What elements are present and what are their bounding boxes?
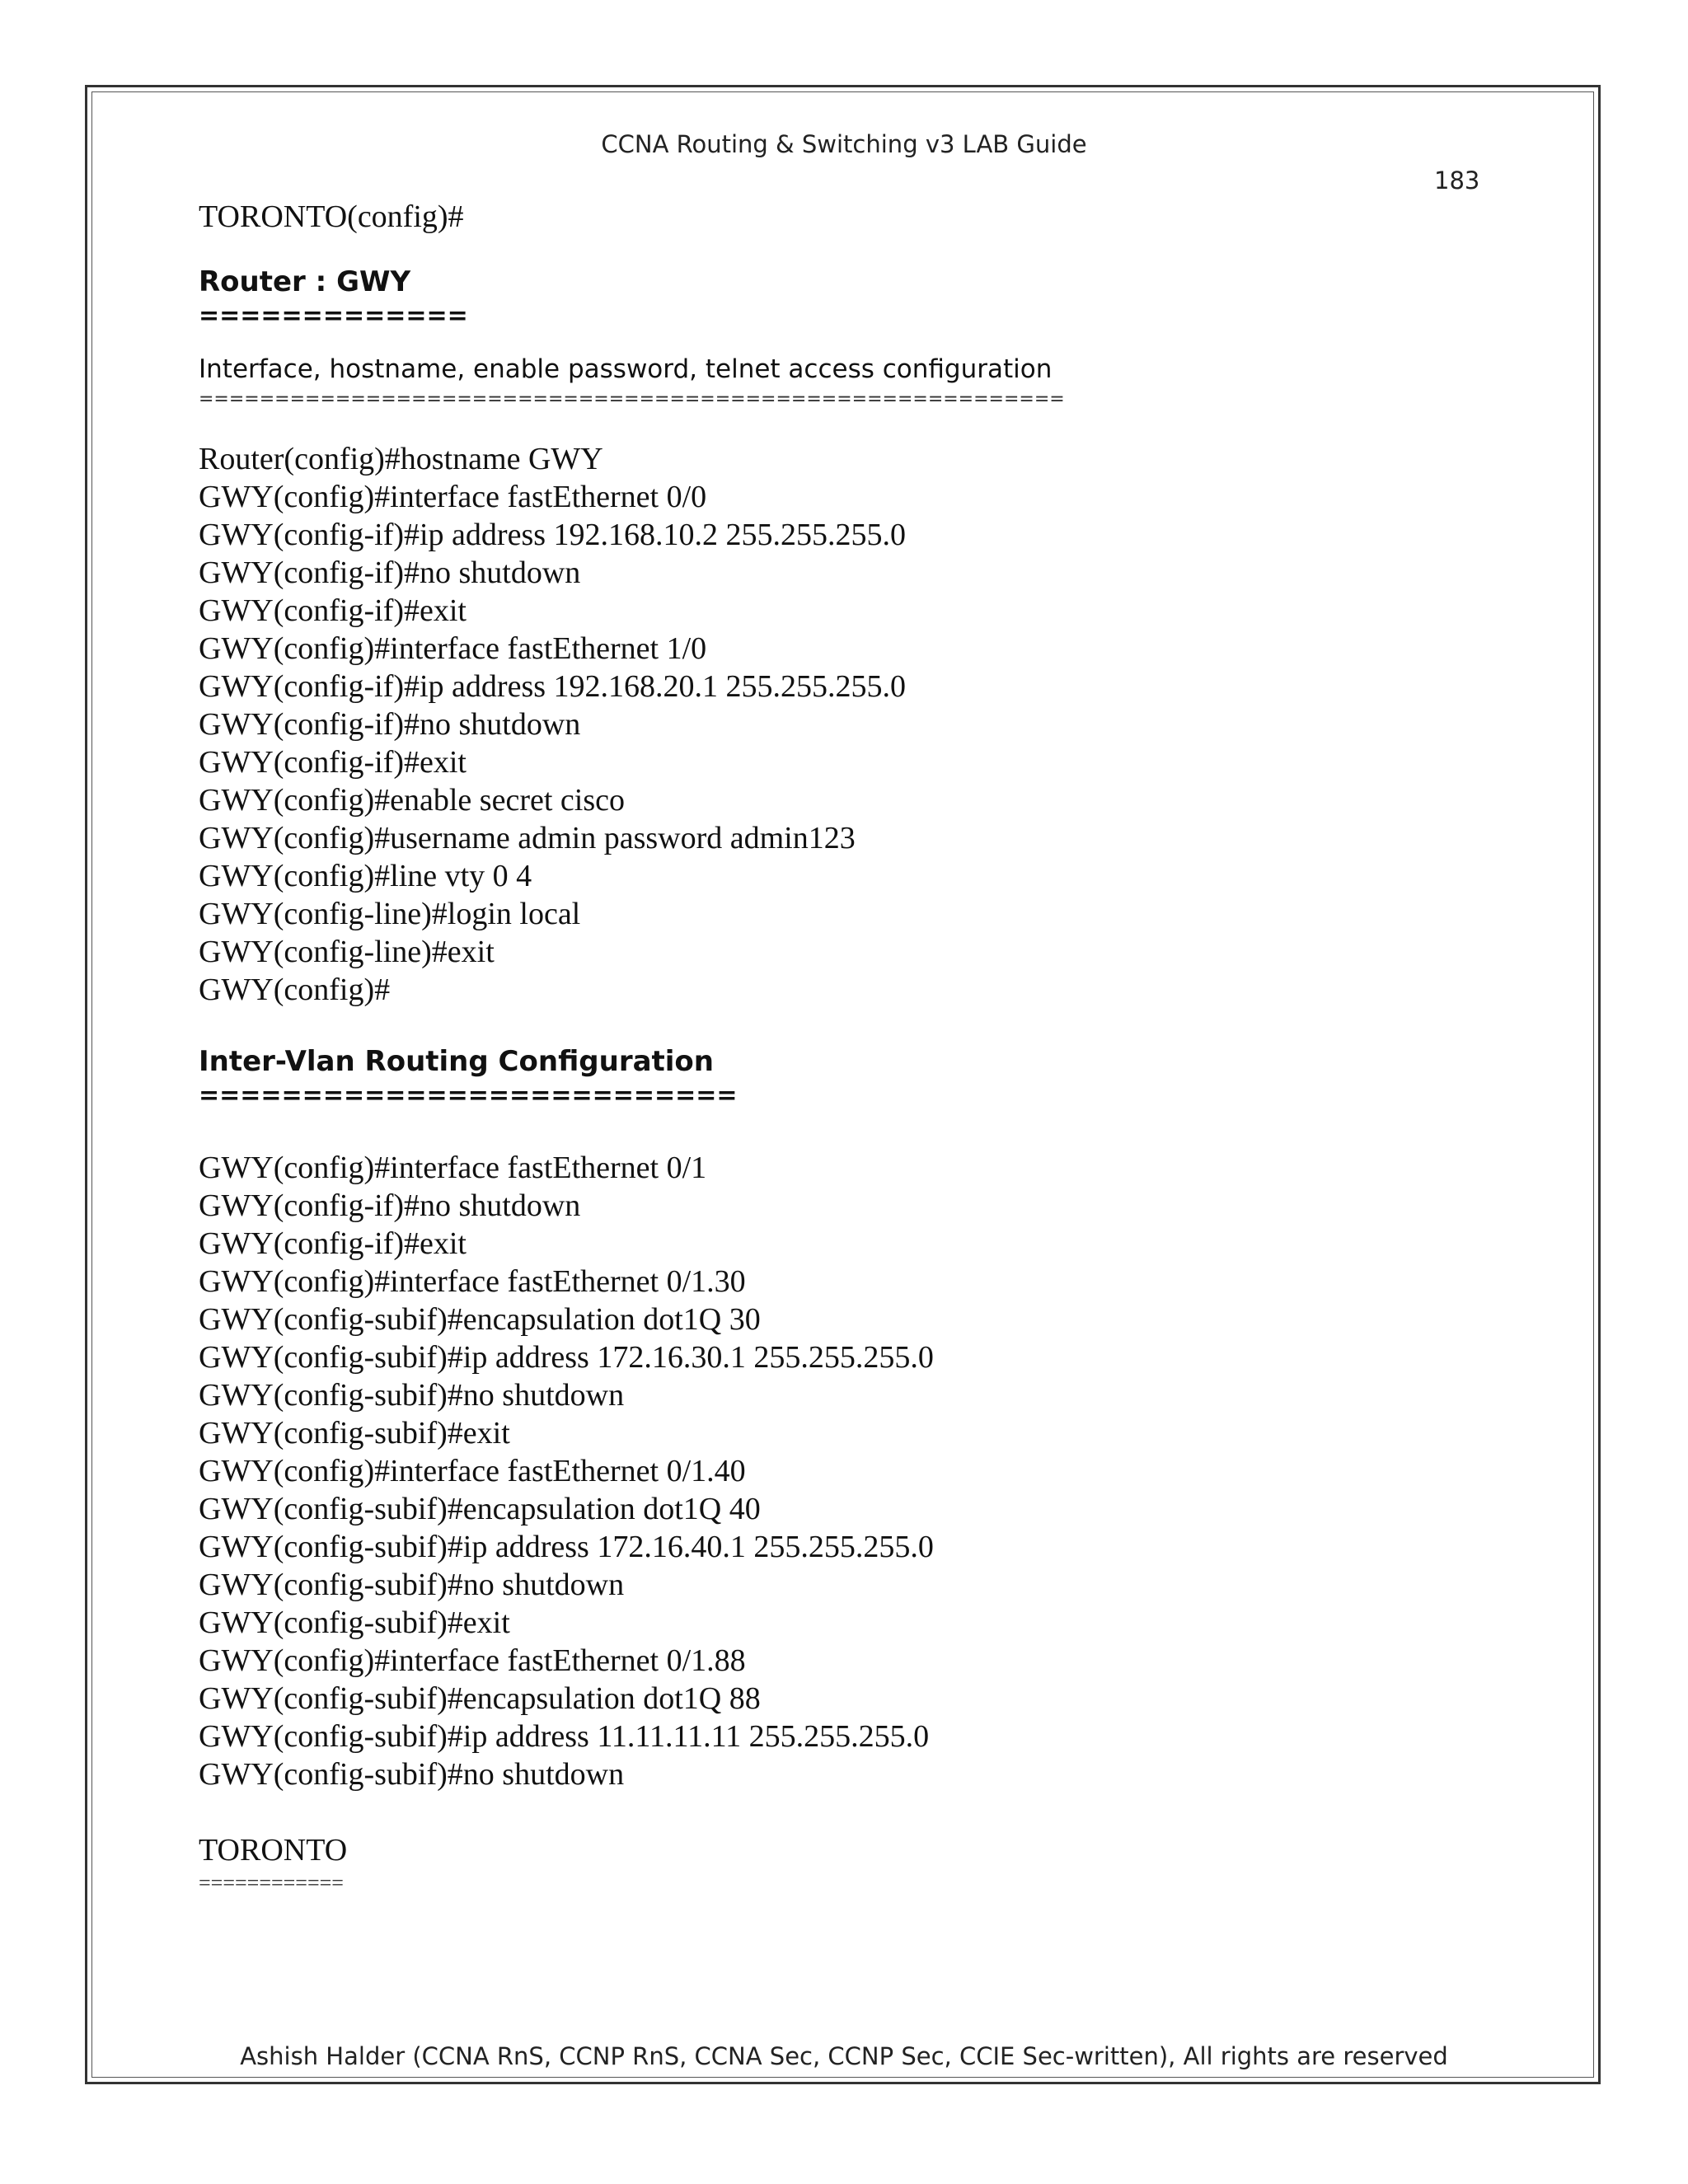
config-line: GWY(config-if)#ip address 192.168.10.2 255.255.255.0 (199, 518, 907, 552)
config-line: GWY(config)#username admin password admin123 (199, 821, 856, 855)
config-line: GWY(config-line)#exit (199, 935, 495, 969)
config-line: GWY(config)#interface fastEthernet 1/0 (199, 631, 707, 666)
config-line: Router(config)#hostname GWY (199, 442, 603, 476)
section-heading-gwy-rule: ============= (199, 302, 468, 330)
config-line: GWY(config-subif)#encapsulation dot1Q 88 (199, 1681, 761, 1716)
config-line: GWY(config-subif)#ip address 172.16.30.1 255.255.255.0 (199, 1340, 934, 1375)
config-line: GWY(config)#interface fastEthernet 0/0 (199, 480, 707, 514)
config-line: GWY(config-subif)#ip address 11.11.11.11 255.255.255.0 (199, 1719, 930, 1754)
footer-copyright: Ashish Halder (CCNA RnS, CCNP RnS, CCNA Sec, CCNP Sec, CCIE Sec-written), All rights are reserved (240, 2042, 1448, 2070)
config-line: GWY(config-if)#no shutdown (199, 555, 581, 590)
config-line: GWY(config)#line vty 0 4 (199, 859, 532, 893)
config-line: GWY(config)#enable secret cisco (199, 783, 625, 818)
section-heading-gwy: Router : GWY (199, 265, 411, 298)
config-line: GWY(config-line)#login local (199, 897, 581, 931)
config-line: GWY(config-if)#exit (199, 593, 467, 628)
config-line: GWY(config-if)#exit (199, 1226, 467, 1261)
config-line: GWY(config-if)#no shutdown (199, 1188, 581, 1223)
config-line: GWY(config-if)#exit (199, 745, 467, 780)
config-line: GWY(config-subif)#no shutdown (199, 1757, 625, 1792)
config-line: GWY(config-if)#ip address 192.168.20.1 255.255.255.0 (199, 669, 907, 704)
config-line: GWY(config-subif)#ip address 172.16.40.1 255.255.255.0 (199, 1530, 934, 1564)
config-line: GWY(config-subif)#encapsulation dot1Q 30 (199, 1302, 761, 1337)
config-line: GWY(config-subif)#exit (199, 1416, 510, 1451)
section-heading-intervlan-rule: ========================== (199, 1081, 738, 1110)
section-subheading-gwy-rule: ========================================================= (199, 389, 1065, 410)
config-line: GWY(config-subif)#no shutdown (199, 1568, 625, 1602)
intro-line: TORONTO(config)# (199, 199, 464, 234)
config-line: GWY(config-subif)#exit (199, 1605, 510, 1640)
section-heading-toronto-rule: ============ (199, 1871, 344, 1895)
section-heading-intervlan: Inter-Vlan Routing Configuration (199, 1045, 714, 1078)
header-title: CCNA Routing & Switching v3 LAB Guide (601, 130, 1087, 158)
config-line: GWY(config)#interface fastEthernet 0/1.88 (199, 1643, 746, 1678)
config-line: GWY(config)# (199, 972, 391, 1007)
config-line: GWY(config-if)#no shutdown (199, 707, 581, 742)
config-line: GWY(config)#interface fastEthernet 0/1 (199, 1151, 707, 1185)
page-number: 183 (1434, 166, 1480, 194)
config-line: GWY(config-subif)#no shutdown (199, 1378, 625, 1413)
config-line: GWY(config)#interface fastEthernet 0/1.30 (199, 1264, 746, 1299)
config-line: GWY(config)#interface fastEthernet 0/1.40 (199, 1454, 746, 1488)
section-subheading-gwy: Interface, hostname, enable password, telnet access configuration (199, 354, 1053, 384)
section-heading-toronto: TORONTO (199, 1833, 348, 1868)
config-line: GWY(config-subif)#encapsulation dot1Q 40 (199, 1492, 761, 1526)
